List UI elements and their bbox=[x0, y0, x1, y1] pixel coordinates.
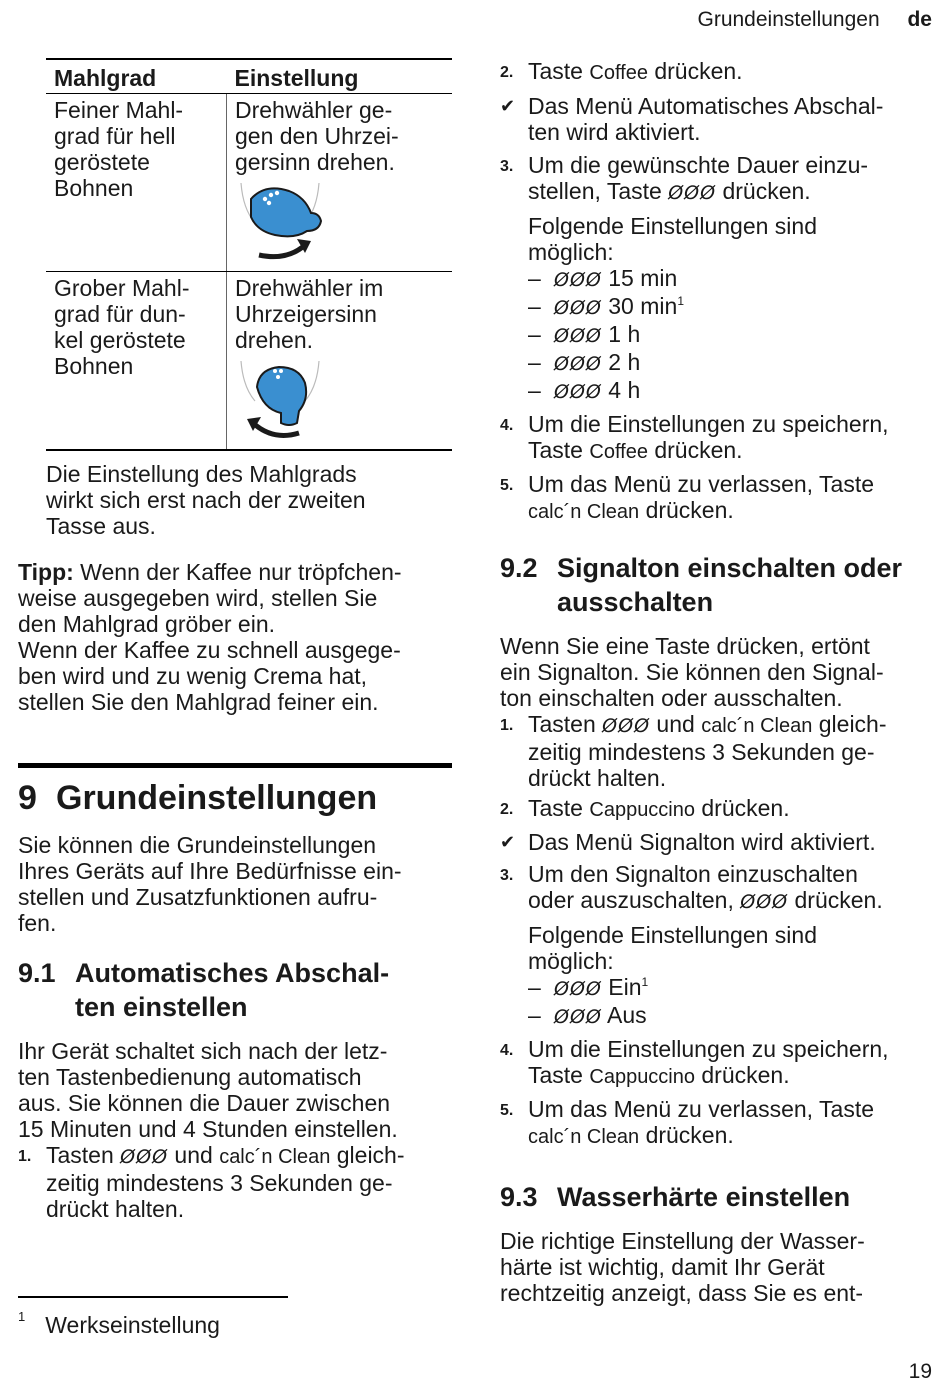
options-intro: Folgende Einstellungen sind möglich: bbox=[528, 213, 817, 265]
footnote-ref: 1 bbox=[677, 294, 684, 308]
table-row bbox=[46, 94, 452, 272]
steps-9-1-cont bbox=[500, 58, 940, 525]
check-icon: ✔ bbox=[500, 96, 516, 116]
option-item: – ØØØ 1 h bbox=[528, 321, 641, 347]
list-item: 5. Um das Menü zu verlassen, Taste calc´n Clean drücken. bbox=[500, 1096, 875, 1148]
bean-strength-icon: ØØØ bbox=[554, 1006, 602, 1028]
list-item: 1. Tasten ØØØ und calc´n Clean gleich- zeitig mindestens 3 Sekunden ge- drückt halten. bbox=[500, 711, 887, 791]
options-intro: Folgende Einstellungen sind möglich: bbox=[528, 922, 817, 974]
key-label: calc´n Clean bbox=[528, 1126, 640, 1148]
list-item: 4. Um die Einstellungen zu speichern, Taste Coffee drücken. bbox=[500, 411, 889, 463]
footnote-mark: 1 bbox=[18, 1309, 26, 1324]
steps-9-2 bbox=[500, 711, 940, 1150]
footnote-divider bbox=[18, 1296, 288, 1298]
header-section-title: Grundeinstellungen bbox=[697, 8, 880, 31]
section-title: Signalton einschalten oder ausschalten bbox=[557, 553, 903, 617]
section-9-2-intro: Wenn Sie eine Taste drücken, ertönt ein Signalton. Sie können den Signal- ton einschalten oder ausschalten. bbox=[500, 633, 884, 711]
section-title: Wasserhärte einstellen bbox=[557, 1182, 851, 1212]
grind-note: Die Einstellung des Mahlgrads wirkt sich erst nach der zweiten Tasse aus. bbox=[46, 461, 366, 539]
list-item: 1. Tasten ØØØ und calc´n Clean gleich- zeitig mindestens 3 Sekunden ge- drückt halten. bbox=[18, 1142, 405, 1222]
bean-strength-icon: ØØØ bbox=[668, 182, 717, 204]
options-block bbox=[528, 922, 940, 1030]
section-9-2-heading bbox=[500, 551, 940, 619]
dial-counterclockwise-icon bbox=[235, 179, 325, 265]
grind-grade-coarse: Grober Mahl- grad für dun- kel geröstete Bohnen bbox=[46, 272, 227, 451]
footnote-ref: 1 bbox=[641, 975, 649, 989]
dial-clockwise-icon bbox=[235, 357, 325, 443]
tip-paragraph: Tipp: Wenn der Kaffee nur tröpfchen- weise ausgegeben wird, stellen Sie den Mahlgrad gröber ein. Wenn der Kaffee zu schnell ausgege- ben wird und zu wenig Crema hat, stellen Sie den Mahlgrad feiner ein. bbox=[18, 559, 402, 715]
section-title: Grundeinstellungen bbox=[56, 779, 378, 817]
right-column bbox=[500, 58, 940, 1306]
bean-strength-icon: ØØØ bbox=[554, 269, 602, 291]
option-item: – ØØØ 4 h bbox=[528, 377, 641, 403]
footnote-text: Werkseinstellung bbox=[45, 1312, 220, 1338]
list-item: 3. Um den Signalton einzuschalten oder auszuschalten, ØØØ drücken. Folgende Einstellungen sind möglich: – ØØØ Ein$^1$ – ØØØ Aus bbox=[500, 861, 940, 1030]
section-number: 9 bbox=[18, 779, 37, 817]
grind-table-header-setting: Einstellung bbox=[227, 59, 453, 94]
grind-setting-fine: Drehwähler ge- gen den Uhrzei- gersinn drehen. bbox=[227, 94, 453, 272]
option-item: – ØØØ 30 $\min^1$ bbox=[528, 293, 684, 319]
section-9-3-intro: Die richtige Einstellung der Wasser- härte ist wichtig, damit Ihr Gerät rechtzeitig anzeigt, dass Sie es ent- bbox=[500, 1228, 865, 1306]
grind-table bbox=[46, 58, 452, 451]
header-language: de bbox=[907, 8, 932, 31]
key-label: Coffee bbox=[589, 62, 648, 84]
grind-grade-fine: Feiner Mahl- grad für hell geröstete Bohnen bbox=[46, 94, 227, 272]
grind-table-header-grade: Mahlgrad bbox=[46, 59, 227, 94]
key-label: Coffee bbox=[589, 441, 648, 463]
section-9-1-intro: Ihr Gerät schaltet sich nach der letz- ten Tastenbedienung automatisch aus. Sie können die Dauer zwischen 15 Minuten und 4 Stunden einstellen. bbox=[18, 1038, 398, 1142]
key-label: calc´n Clean bbox=[528, 501, 640, 523]
option-item: – ØØØ 15 min bbox=[528, 265, 678, 291]
bean-strength-icon: ØØØ bbox=[602, 715, 651, 737]
list-item: 2. Taste Cappuccino drücken. bbox=[500, 795, 790, 821]
bean-strength-icon: ØØØ bbox=[120, 1146, 169, 1168]
bean-strength-icon: ØØØ bbox=[554, 325, 602, 347]
bean-strength-icon: ØØØ bbox=[740, 891, 789, 913]
check-icon: ✔ bbox=[500, 832, 516, 852]
option-item: – ØØØ Ein$^1$ bbox=[528, 974, 649, 1000]
grind-setting-coarse: Drehwähler im Uhrzeigersinn drehen. bbox=[227, 272, 453, 451]
section-9-heading bbox=[18, 763, 452, 818]
list-item: 3. Um die gewünschte Dauer einzu- stellen, Taste ØØØ drücken. Folgende Einstellungen sind möglich: – ØØØ 15 min – ØØØ 30 $\min^1$ – ØØØ 1 h – ØØØ 2 h – ØØØ 4 h bbox=[500, 152, 940, 405]
bean-strength-icon: ØØØ bbox=[554, 978, 602, 1000]
table-row bbox=[46, 272, 452, 451]
key-label: Cappuccino bbox=[589, 799, 695, 821]
list-item: ✔ Das Menü Automatisches Abschal- ten wird aktiviert. bbox=[500, 93, 884, 145]
key-label: Cappuccino bbox=[589, 1066, 695, 1088]
footnote bbox=[18, 1309, 220, 1339]
list-item: 5. Um das Menü zu verlassen, Taste calc´n Clean drücken. bbox=[500, 471, 875, 523]
key-label: calc´n Clean bbox=[219, 1146, 331, 1168]
steps-9-1 bbox=[18, 1142, 452, 1222]
bean-strength-icon: ØØØ bbox=[554, 353, 602, 375]
section-number: 9.3 bbox=[500, 1182, 538, 1212]
running-header bbox=[698, 8, 933, 32]
key-label: calc´n Clean bbox=[701, 715, 813, 737]
section-9-3-heading bbox=[500, 1180, 940, 1214]
bean-strength-icon: ØØØ bbox=[554, 381, 602, 403]
tip-label: Tipp: bbox=[18, 559, 74, 585]
page-number: 19 bbox=[908, 1360, 932, 1383]
list-item: ✔ Das Menü Signalton wird aktiviert. bbox=[500, 829, 876, 855]
section-9-intro: Sie können die Grundeinstellungen Ihres Geräts auf Ihre Bedürfnisse ein- stellen und Zusatzfunktionen aufru- fen. bbox=[18, 832, 402, 936]
left-column bbox=[18, 58, 452, 1222]
section-number: 9.2 bbox=[500, 553, 538, 583]
list-item: 2. Taste Coffee drücken. bbox=[500, 58, 743, 84]
options-block bbox=[528, 213, 940, 405]
section-title: Automatisches Abschal- ten einstellen bbox=[75, 958, 390, 1022]
section-number: 9.1 bbox=[18, 958, 56, 988]
section-9-1-heading bbox=[18, 956, 452, 1024]
option-item: – ØØØ 2 h bbox=[528, 349, 641, 375]
list-item: 4. Um die Einstellungen zu speichern, Taste Cappuccino drücken. bbox=[500, 1036, 889, 1088]
bean-strength-icon: ØØØ bbox=[554, 297, 602, 319]
option-item: – ØØØ Aus bbox=[528, 1002, 647, 1028]
